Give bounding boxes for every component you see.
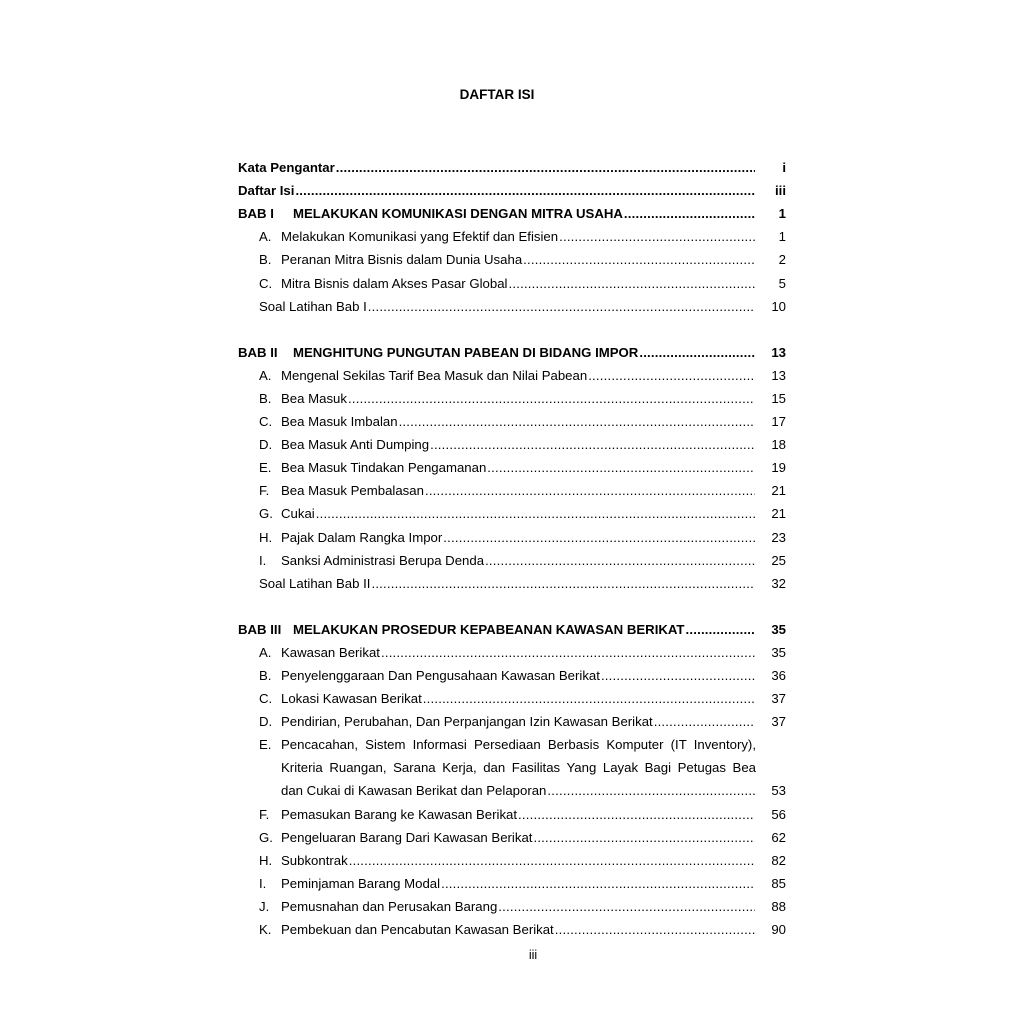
toc-entry-letter: C. — [259, 275, 273, 291]
toc-entry-label: Pemasukan Barang ke Kawasan Berikat — [281, 806, 518, 822]
toc-entry[interactable] — [238, 799, 786, 822]
toc-entry-page: 82 — [771, 852, 786, 868]
toc-entry[interactable] — [238, 684, 786, 707]
toc-entry[interactable] — [238, 892, 786, 915]
toc-entry-label-group — [259, 530, 442, 546]
chapter-heading — [238, 206, 623, 222]
toc-entry-letter: K. — [259, 922, 272, 937]
toc-entry-label-group — [259, 553, 484, 569]
toc-entry-label-group — [259, 691, 422, 707]
toc-entry-kata-pengantar[interactable] — [238, 153, 786, 176]
toc-entry-page: 19 — [771, 460, 786, 476]
toc-entry-label: Mitra Bisnis dalam Akses Pasar Global — [281, 275, 508, 291]
toc-entry-label-group — [259, 391, 347, 407]
toc-entry-label-group — [259, 645, 380, 661]
toc-entry-label-line-1: Pencacahan, Sistem Informasi Persediaan Berbasis Komputer (IT Inventory), — [281, 737, 756, 753]
chapter-title: MELAKUKAN KOMUNIKASI DENGAN MITRA USAHA — [293, 206, 623, 222]
toc-entry-page: 37 — [771, 691, 786, 707]
dot-leader — [348, 391, 755, 407]
chapter-number: BAB II — [238, 344, 278, 360]
toc-entry[interactable] — [238, 546, 786, 569]
toc-entry-page: i — [782, 160, 786, 176]
toc-entry-label: Mengenal Sekilas Tarif Bea Masuk dan Nilai Pabean — [281, 367, 588, 383]
dot-leader — [430, 437, 755, 453]
toc-chapter-bab-3[interactable] — [238, 615, 786, 638]
toc-entry-label: Subkontrak — [281, 852, 348, 868]
toc-entry-letter: G. — [259, 506, 273, 522]
dot-leader — [559, 229, 755, 245]
toc-entry-page: 25 — [771, 552, 786, 568]
toc-entry-letter: C. — [259, 414, 273, 430]
toc-entry-label: Soal Latihan Bab II — [259, 575, 371, 591]
toc-entry-page: 32 — [771, 575, 786, 591]
dot-leader — [639, 345, 755, 361]
toc-entry-page: 15 — [771, 390, 786, 406]
toc-entry-letter: J. — [259, 898, 270, 914]
toc-entry-label-group — [259, 414, 398, 430]
toc-entry-label-group — [259, 506, 315, 522]
toc-entry[interactable] — [238, 661, 786, 684]
dot-leader — [518, 807, 755, 823]
dot-leader — [441, 876, 755, 892]
toc-entry-page: 13 — [771, 367, 786, 383]
toc-entry[interactable] — [238, 915, 786, 938]
toc-entry-page: 56 — [771, 806, 786, 822]
toc-chapter-bab-1[interactable] — [238, 199, 786, 222]
toc-entry-letter: F. — [259, 806, 270, 822]
toc-entry-label-group — [259, 460, 486, 476]
toc-entry-page: 21 — [771, 483, 786, 499]
toc-entry-letter: C. — [259, 691, 273, 707]
toc-entry-letter: D. — [259, 714, 273, 730]
toc-entry[interactable] — [238, 707, 786, 730]
toc-entry-label-group — [259, 830, 532, 846]
toc-entry-page: 62 — [771, 829, 786, 845]
toc-entry-page: 90 — [771, 922, 786, 937]
toc-entry-label: Daftar Isi — [238, 183, 295, 199]
toc-entry-label: Pengeluaran Barang Dari Kawasan Berikat — [281, 829, 533, 845]
toc-entry-label: Kata Pengantar — [238, 160, 335, 176]
toc-entry-label: Penyelenggaraan Dan Pengusahaan Kawasan Berikat — [281, 667, 600, 683]
toc-entry-label: Peminjaman Barang Modal — [281, 875, 441, 891]
dot-leader — [349, 853, 755, 869]
toc-entry[interactable] — [238, 384, 786, 407]
toc-entry-label-group — [259, 876, 440, 892]
dot-leader — [624, 206, 755, 222]
toc-entry-label-group — [259, 714, 653, 730]
toc-entry[interactable] — [238, 245, 786, 268]
dot-leader — [533, 830, 755, 846]
page-title: DAFTAR ISI — [459, 87, 535, 102]
dot-leader — [588, 368, 755, 384]
toc-entry-page: 2 — [778, 252, 786, 268]
toc-entry-page: 18 — [771, 437, 786, 453]
toc-entry-letter: D. — [259, 437, 273, 453]
dot-leader — [399, 414, 755, 430]
dot-leader — [316, 506, 755, 522]
toc-entry-label: Pembekuan dan Pencabutan Kawasan Berikat — [281, 922, 554, 937]
toc-entry-page: 23 — [771, 529, 786, 545]
toc-entry-page: iii — [775, 183, 786, 199]
chapter-heading — [238, 345, 638, 361]
dot-leader — [425, 483, 755, 499]
toc-entry-page: 88 — [771, 898, 786, 914]
toc-entry-label-group — [259, 276, 507, 292]
dot-leader — [371, 576, 755, 592]
toc-entry-letter: E. — [259, 460, 272, 476]
toc-entry-letter: A. — [259, 229, 272, 245]
toc-entry-label: Lokasi Kawasan Berikat — [281, 691, 422, 707]
toc-entry-label-group — [259, 668, 600, 684]
toc-entry-label: Soal Latihan Bab I — [259, 298, 367, 314]
toc-entry-label: Bea Masuk Anti Dumping — [281, 437, 430, 453]
toc-entry-label-group — [259, 252, 522, 268]
toc-entry-letter: G. — [259, 829, 273, 845]
toc-entry-letter: I. — [259, 552, 267, 568]
dot-leader — [368, 299, 755, 315]
chapter-number: BAB I — [238, 206, 274, 222]
dot-leader — [547, 783, 755, 799]
toc-entry-letter: F. — [259, 483, 270, 499]
toc-entry-page: 13 — [771, 344, 786, 360]
toc-entry[interactable] — [238, 476, 786, 499]
toc-entry-label-group — [259, 807, 517, 823]
toc-entry[interactable] — [238, 823, 786, 846]
toc-entry-letter: H. — [259, 529, 273, 545]
toc-entry[interactable] — [238, 522, 786, 545]
toc-entry-label-group — [259, 229, 558, 245]
page-number: iii — [528, 948, 538, 962]
dot-leader — [487, 460, 755, 476]
toc-entry-label: Cukai — [281, 506, 315, 522]
dot-leader — [555, 922, 755, 938]
toc-entry[interactable] — [238, 638, 786, 661]
toc-entry[interactable] — [238, 361, 786, 384]
chapter-number: BAB III — [238, 621, 282, 637]
toc-entry-page: 10 — [771, 298, 786, 314]
toc-entry[interactable] — [238, 222, 786, 245]
toc-entry[interactable] — [238, 846, 786, 869]
toc-entry-page: 1 — [778, 229, 786, 245]
toc-entry-page: 21 — [771, 506, 786, 522]
toc-entry-label-line-3: dan Cukai di Kawasan Berikat dan Pelaporan — [281, 783, 547, 799]
toc-entry-daftar-isi[interactable] — [238, 176, 786, 199]
toc-chapter-bab-2[interactable] — [238, 338, 786, 361]
toc-entry-letter: I. — [259, 875, 267, 891]
toc-entry-label: Bea Masuk — [281, 390, 347, 406]
toc-entry-letter: H. — [259, 852, 273, 868]
toc-entry[interactable] — [238, 268, 786, 291]
dot-leader — [485, 553, 755, 569]
table-of-contents — [238, 153, 786, 938]
toc-entry-letter: E. — [259, 737, 272, 753]
toc-entry-multiline[interactable] — [238, 730, 786, 799]
dot-leader — [685, 622, 755, 638]
dot-leader — [498, 899, 755, 915]
toc-entry-label-group — [259, 922, 554, 938]
toc-entry[interactable] — [238, 869, 786, 892]
toc-entry-letter: B. — [259, 667, 272, 683]
toc-entry-label-group — [259, 368, 587, 384]
toc-entry-letter: B. — [259, 390, 272, 406]
toc-entry-label: Melakukan Komunikasi yang Efektif dan Efisien — [281, 229, 559, 245]
dot-leader — [423, 691, 755, 707]
toc-entry-page: 36 — [771, 667, 786, 683]
toc-entry-page: 85 — [771, 875, 786, 891]
toc-entry-letter: A. — [259, 644, 272, 660]
toc-entry-label: Peranan Mitra Bisnis dalam Dunia Usaha — [281, 252, 523, 268]
toc-entry-letter: B. — [259, 252, 272, 268]
toc-entry-label: Sanksi Administrasi Berupa Denda — [281, 552, 485, 568]
toc-entry[interactable] — [238, 407, 786, 430]
dot-leader — [336, 160, 755, 176]
toc-entry-soal-latihan-bab-2[interactable] — [238, 569, 786, 592]
toc-entry-label-group — [259, 437, 429, 453]
dot-leader — [443, 530, 755, 546]
toc-entry-label: Bea Masuk Imbalan — [281, 414, 398, 430]
dot-leader — [381, 645, 755, 661]
toc-entry-label-group — [259, 899, 497, 915]
toc-entry-label: Kawasan Berikat — [281, 644, 380, 660]
chapter-title: MENGHITUNG PUNGUTAN PABEAN DI BIDANG IMPOR — [293, 344, 639, 360]
toc-entry[interactable] — [238, 453, 786, 476]
toc-entry-page: 17 — [771, 414, 786, 430]
toc-entry[interactable] — [238, 430, 786, 453]
dot-leader — [654, 714, 755, 730]
toc-entry-label: Pendirian, Perubahan, Dan Perpanjangan Izin Kawasan Berikat — [281, 714, 653, 730]
dot-leader — [295, 183, 755, 199]
toc-entry-page: 1 — [778, 206, 786, 222]
dot-leader — [508, 276, 755, 292]
chapter-heading — [238, 622, 684, 638]
toc-entry-letter: A. — [259, 367, 272, 383]
toc-entry-label: Pajak Dalam Rangka Impor — [281, 529, 443, 545]
toc-entry-page: 37 — [771, 714, 786, 730]
toc-entry-label-line-2: Kriteria Ruangan, Sarana Kerja, dan Fasilitas Yang Layak Bagi Petugas Bea — [281, 760, 756, 776]
chapter-title: MELAKUKAN PROSEDUR KEPABEANAN KAWASAN BERIKAT — [293, 621, 685, 637]
toc-entry-page: 53 — [771, 783, 786, 799]
toc-entry-soal-latihan-bab-1[interactable] — [238, 292, 786, 315]
toc-entry-label-group — [259, 853, 348, 869]
toc-entry[interactable] — [238, 499, 786, 522]
toc-entry-page: 35 — [771, 621, 786, 637]
dot-leader — [523, 252, 755, 268]
toc-entry-label: Bea Masuk Tindakan Pengamanan — [281, 460, 487, 476]
dot-leader — [601, 668, 755, 684]
toc-entry-page: 35 — [771, 644, 786, 660]
toc-entry-label: Pemusnahan dan Perusakan Barang — [281, 898, 498, 914]
toc-entry-label: Bea Masuk Pembalasan — [281, 483, 424, 499]
toc-entry-label-group — [259, 483, 424, 499]
toc-entry-page: 5 — [778, 275, 786, 291]
